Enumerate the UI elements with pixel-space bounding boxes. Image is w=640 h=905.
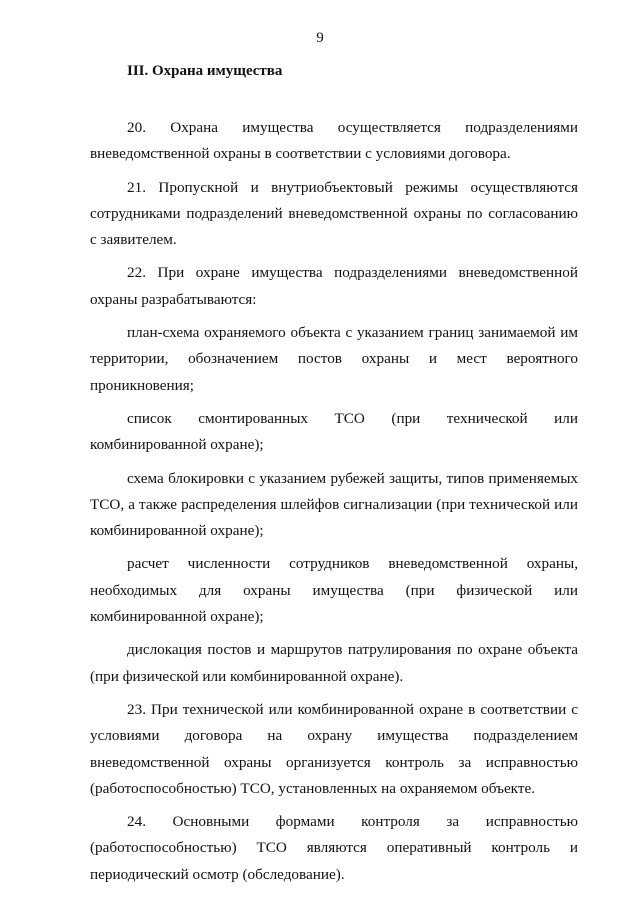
list-item-post-dislocation: дислокация постов и маршрутов патрулирования по охране объекта (при физической или комбинированной охране). xyxy=(90,641,578,685)
list-item-tso-list: список смонтированных ТСО (при технической или комбинированной охране); xyxy=(90,409,578,454)
paragraph-20: 20. Охрана имущества осуществляется подразделениями вневедомственной охраны в соответствии с условиями договора. xyxy=(90,119,578,163)
document-body xyxy=(90,115,578,888)
section-title: III. Охрана имущества xyxy=(127,63,283,79)
paragraph-22: 22. При охране имущества подразделениями вневедомственной охраны разрабатываются: xyxy=(90,264,578,308)
page-number: 9 xyxy=(316,30,324,46)
list-item-staff-calculation: расчет численности сотрудников вневедомственной охраны, необходимых для охраны имущества (при физической или комбинированной охране); xyxy=(90,555,578,626)
paragraph-24: 24. Основными формами контроля за исправностью (работоспособностью) ТСО являются оперативный контроль и периодический осмотр (обследование). xyxy=(90,813,578,883)
list-item-plan-scheme: план-схема охраняемого объекта с указанием границ занимаемой им территории, обозначением постов охраны и мест вероятного проникновения; xyxy=(90,324,578,394)
list-item-blocking-scheme: схема блокировки с указанием рубежей защиты, типов применяемых ТСО, а также распределения шлейфов сигнализации (при технической или комбинированной охране); xyxy=(90,469,578,540)
paragraph-23: 23. При технической или комбинированной охране в соответствии с условиями договора на охрану имущества подразделением вневедомственной охраны организуется контроль за исправностью (работоспособностью) ТСО, установленных на охраняемом объекте. xyxy=(90,700,578,797)
paragraph-21: 21. Пропускной и внутриобъектовый режимы осуществляются сотрудниками подразделений вневедомственной охраны по согласованию с заявителем. xyxy=(90,178,578,249)
